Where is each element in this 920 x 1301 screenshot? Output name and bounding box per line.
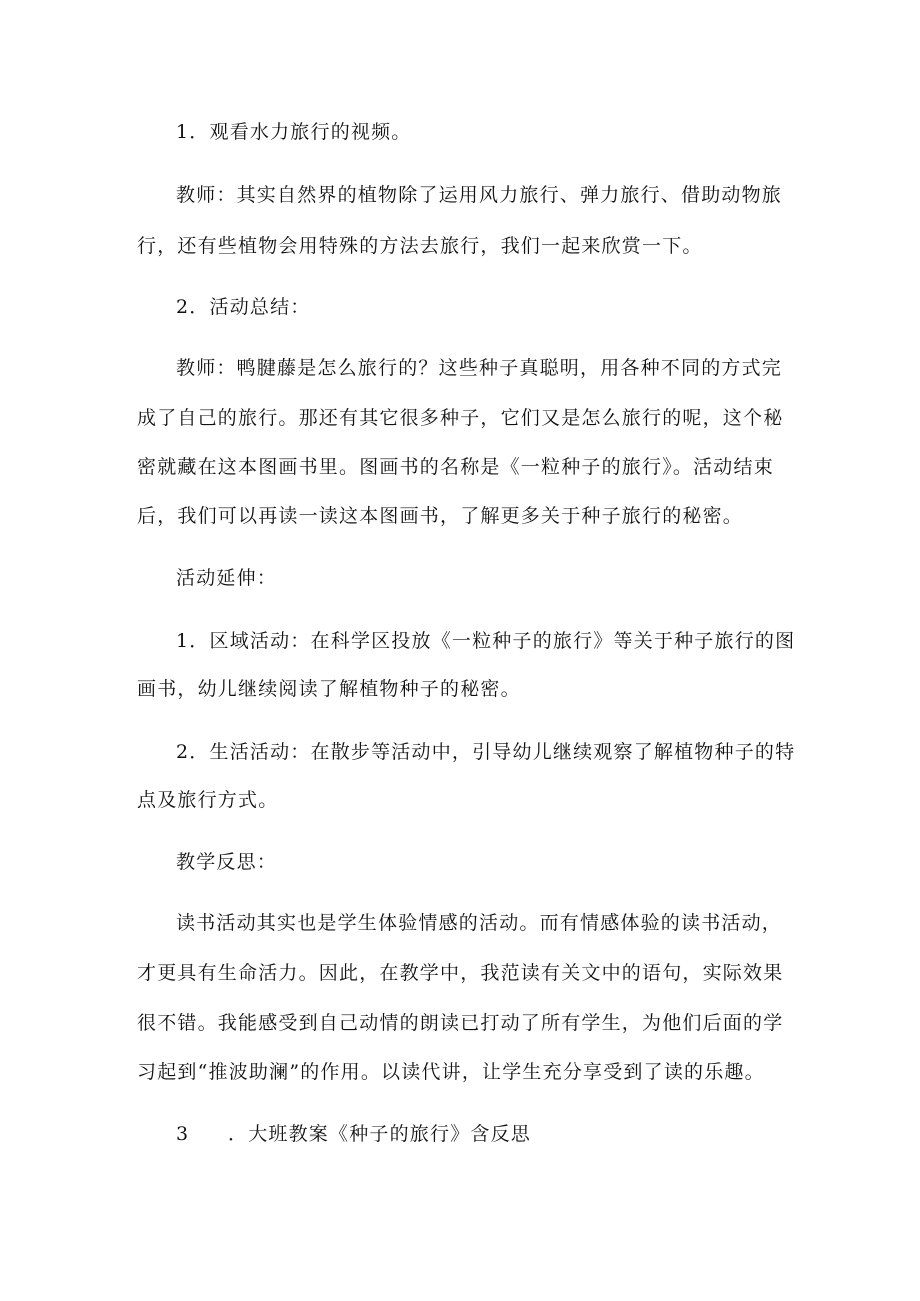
paragraph-step-2-heading: 2．活动总结： [176, 296, 311, 318]
next-lesson-heading [176, 1119, 836, 1149]
paragraph-teacher-summary-line-3: 密就藏在这本图画书里。图画书的名称是《一粒种子的旅行》。活动结束 [137, 456, 774, 478]
next-lesson-number: 3 [176, 1123, 190, 1145]
next-lesson-title: ．大班教案《种子的旅行》含反思 [228, 1123, 532, 1145]
paragraph-teacher-intro-line-2: 行，还有些植物会用特殊的方法去旅行，我们一起来欣赏一下。 [137, 235, 703, 257]
paragraph-reflection-line-4: 习起到“推波助澜”的作用。以读代讲，让学生充分享受到了读的乐趣。 [137, 1061, 765, 1083]
paragraph-teacher-intro-line-1: 教师：其实自然界的植物除了运用风力旅行、弹力旅行、借助动物旅 [176, 184, 783, 206]
paragraph-reflection-line-3: 很不错。我能感受到自己动情的朗读已打动了所有学生，为他们后面的学 [137, 1012, 784, 1034]
paragraph-reflection-line-1: 读书活动其实也是学生体验情感的活动。而有情感体验的读书活动， [176, 912, 783, 934]
paragraph-reflection-line-2: 才更具有生命活力。因此，在教学中，我范读有关文中的语句，实际效果 [137, 962, 784, 984]
paragraph-life-activity-line-1: 2．生活活动：在散步等活动中，引导幼儿继续观察了解植物种子的特 [176, 741, 796, 763]
section-heading-extension: 活动延伸： [176, 567, 278, 589]
section-heading-reflection: 教学反思： [176, 851, 278, 873]
paragraph-teacher-summary-line-4: 后，我们可以再读一读这本图画书，了解更多关于种子旅行的秘密。 [137, 505, 744, 527]
paragraph-life-activity-line-2: 点及旅行方式。 [137, 789, 279, 811]
paragraph-step-1: 1．观看水力旅行的视频。 [176, 121, 412, 143]
paragraph-area-activity-line-2: 画书，幼儿继续阅读了解植物种子的秘密。 [137, 678, 521, 700]
paragraph-teacher-summary-line-1: 教师：鸭腱藤是怎么旅行的？这些种子真聪明，用各种不同的方式完 [176, 357, 783, 379]
paragraph-teacher-summary-line-2: 成了自己的旅行。那还有其它很多种子，它们又是怎么旅行的呢，这个秘 [137, 407, 784, 429]
paragraph-area-activity-line-1: 1．区域活动：在科学区投放《一粒种子的旅行》等关于种子旅行的图 [176, 630, 796, 652]
